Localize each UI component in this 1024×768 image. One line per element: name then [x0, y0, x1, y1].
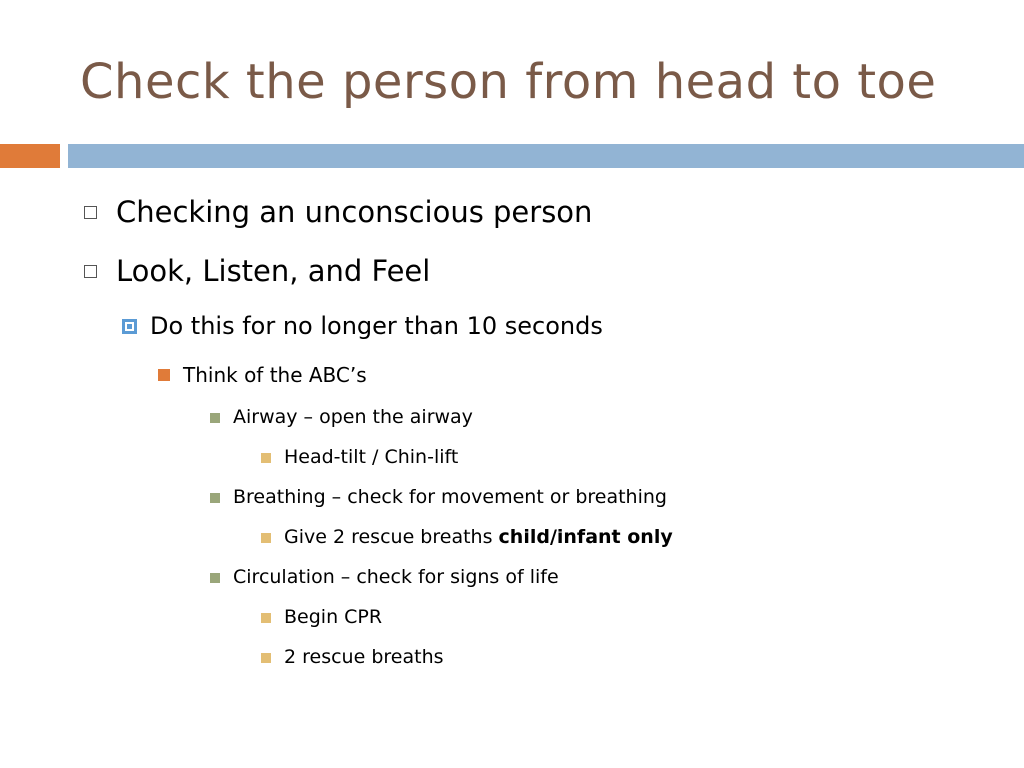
- bullet-text: Do this for no longer than 10 seconds: [150, 312, 603, 340]
- olive-square-bullet-icon: [210, 413, 220, 423]
- bullet-text-bold: child/infant only: [498, 526, 673, 548]
- bullet-text: Circulation – check for signs of life: [233, 566, 559, 588]
- bullet-text: Head-tilt / Chin-lift: [284, 446, 459, 468]
- olive-square-bullet-icon: [210, 493, 220, 503]
- gold-square-bullet-icon: [261, 453, 271, 463]
- gold-square-bullet-icon: [261, 653, 271, 663]
- slide-title: Check the person from head to toe: [80, 54, 937, 110]
- bullet-text: 2 rescue breaths: [284, 646, 444, 668]
- olive-square-bullet-icon: [210, 573, 220, 583]
- hollow-square-bullet-icon: [84, 265, 97, 278]
- boxed-square-bullet-icon: [122, 319, 137, 334]
- gold-square-bullet-icon: [261, 533, 271, 543]
- bullet-text-plain: Give 2 rescue breaths: [284, 526, 499, 548]
- bullet-text: Airway – open the airway: [233, 406, 473, 428]
- hollow-square-bullet-icon: [84, 206, 97, 219]
- gold-square-bullet-icon: [261, 613, 271, 623]
- bullet-text: Breathing – check for movement or breathing: [233, 486, 667, 508]
- bullet-text: Checking an unconscious person: [116, 195, 593, 229]
- bullet-text: [284, 524, 673, 550]
- bullet-text: Look, Listen, and Feel: [116, 254, 431, 288]
- orange-square-bullet-icon: [158, 369, 170, 381]
- accent-bar-blue: [68, 144, 1024, 168]
- accent-bar-orange: [0, 144, 60, 168]
- bullet-text: Think of the ABC’s: [183, 363, 367, 387]
- bullet-text: Begin CPR: [284, 606, 383, 628]
